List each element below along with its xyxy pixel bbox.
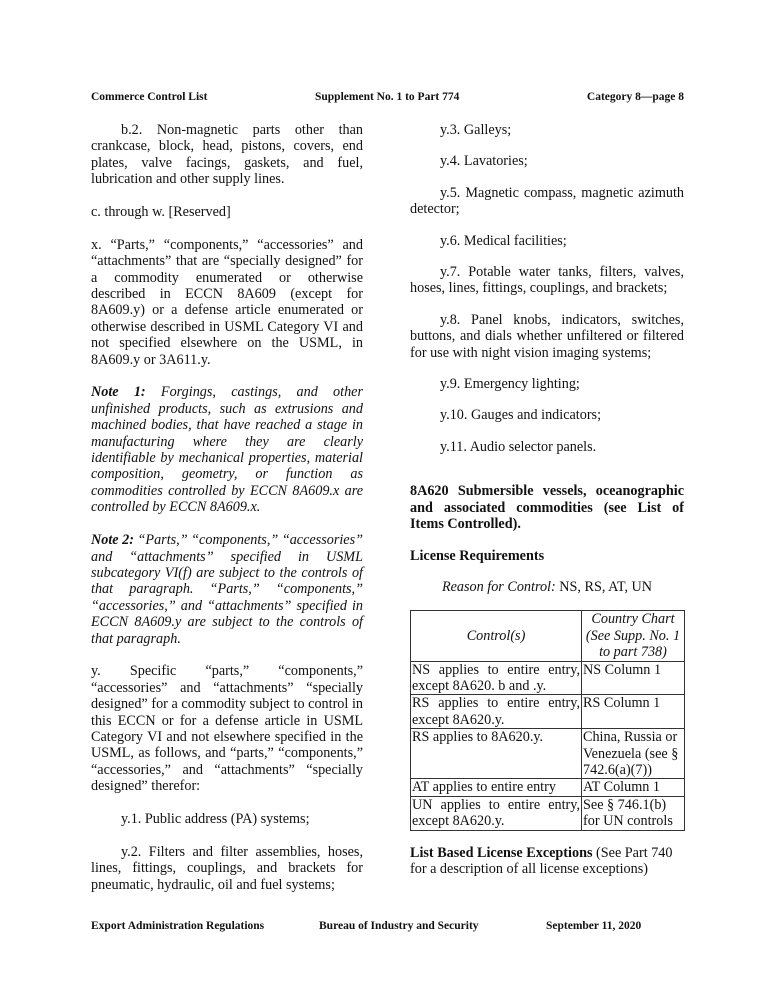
table-cell-control: UN applies to entire entry, except 8A620.y.	[412, 796, 580, 830]
note-1-text: Forgings, castings, and other unfinished products, such as extrusions and machined bodies, that have reached a stage in manufacturing where they are clearly identifiable by mechanical properties, material composition, geometry, or function as commodities controlled by ECCN 8A609.x are controlled by ECCN 8A609.x.	[91, 384, 363, 516]
reason-label: Reason for Control:	[441, 578, 556, 595]
table-row	[411, 796, 685, 830]
table-header-controls: Control(s)	[411, 611, 582, 661]
note-2-text: “Parts,” “components,” “accessories” and “attachments” specified in USML subcategory VI(f) are subject to the controls of that paragraph. “Parts,” “components,” “accessories,” and “attachments” specified in ECCN 8A609.y are subject to the controls of that paragraph.	[91, 532, 363, 647]
paragraph-y2: y.2. Filters and filter assemblies, hoses, lines, fittings, couplings, and brackets for pneumatic, hydraulic, oil and fuel systems;	[91, 843, 363, 893]
left-column	[91, 122, 363, 909]
note-2	[91, 532, 363, 647]
license-requirements-table	[410, 610, 685, 830]
paragraph-y10: y.10. Gauges and indicators;	[440, 407, 602, 424]
lble-text: (See Part 740 for a description of all license exceptions)	[410, 844, 673, 877]
note-2-label: Note 2:	[91, 532, 134, 549]
right-column	[410, 122, 684, 877]
paragraph-x: x. “Parts,” “components,” “accessories” and “attachments” that are “specially designed” for a commodity enumerated or otherwise described in ECCN 8A609 (except for 8A609.y) or a defense article enumerated or otherwise described in USML Category VI and not specified elsewhere on the USML, in 8A609.y or 3A611.y.	[91, 236, 363, 368]
note-1	[91, 384, 363, 515]
footer-right: September 11, 2020	[546, 920, 642, 932]
paragraph-y6: y.6. Medical facilities;	[440, 232, 567, 249]
table-row	[411, 661, 685, 695]
table-row	[411, 729, 685, 779]
paragraph-y11: y.11. Audio selector panels.	[440, 438, 597, 455]
table-header-country-chart: Country Chart (See Supp. No. 1 to part 738)	[582, 611, 685, 661]
table-row	[411, 695, 685, 729]
table-cell-country-chart: RS Column 1	[582, 695, 685, 729]
paragraph-y4: y.4. Lavatories;	[440, 153, 528, 170]
header-right: Category 8—page 8	[586, 91, 684, 103]
lble-label: List Based License Exceptions	[410, 844, 593, 861]
reason-for-control	[410, 579, 684, 595]
paragraph-b2: b.2. Non-magnetic parts other than crankcase, block, head, pistons, covers, end plates, valve facings, gaskets, and fuel, lubrication and other supply lines.	[91, 122, 363, 188]
header-left: Commerce Control List	[91, 91, 208, 103]
table-cell-control: RS applies to entire entry, except 8A620.y.	[412, 695, 580, 728]
table-cell-country-chart: China, Russia or Venezuela (see § 742.6(a)(7))	[582, 729, 685, 779]
table-cell-control: NS applies to entire entry, except 8A620. b and .y.	[412, 661, 580, 694]
page-footer	[91, 919, 684, 935]
footer-left: Export Administration Regulations	[91, 920, 265, 932]
reason-value: NS, RS, AT, UN	[555, 578, 653, 595]
table-cell-country-chart: AT Column 1	[582, 779, 685, 796]
header-center: Supplement No. 1 to Part 774	[315, 91, 460, 103]
footer-center: Bureau of Industry and Security	[319, 920, 479, 932]
paragraph-y5: y.5. Magnetic compass, magnetic azimuth detector;	[410, 184, 684, 218]
paragraph-y1: y.1. Public address (PA) systems;	[121, 810, 310, 827]
paragraph-y7: y.7. Potable water tanks, filters, valves, hoses, lines, fittings, couplings, and brackets;	[410, 264, 684, 297]
table-row	[411, 779, 685, 796]
note-1-label: Note 1:	[91, 384, 146, 401]
table-cell-control: AT applies to entire entry	[411, 779, 582, 796]
eccn-heading: 8A620 Submersible vessels, oceanographic and associated commodities (see List of Items Controlled).	[410, 483, 684, 533]
paragraph-y8: y.8. Panel knobs, indicators, switches, buttons, and dials whether unfiltered or filtered for use with night vision imaging systems;	[410, 311, 684, 361]
table-cell-control: RS applies to 8A620.y.	[411, 729, 582, 779]
paragraph-y9: y.9. Emergency lighting;	[440, 376, 580, 393]
table-cell-country-chart: See § 746.1(b) for UN controls	[582, 796, 685, 830]
paragraph-y3: y.3. Galleys;	[440, 122, 512, 138]
paragraph-c-through-w: c. through w. [Reserved]	[91, 204, 231, 221]
table-cell-country-chart: NS Column 1	[582, 661, 685, 695]
table-header-row	[411, 611, 685, 661]
page-header	[91, 90, 684, 106]
license-requirements-heading: License Requirements	[410, 547, 545, 564]
paragraph-y: y. Specific “parts,” “components,” “accessories” and “attachments” “specially designed” for a commodity subject to control in this ECCN or for a defense article in USML Category VI and not elsewhere specified in the USML, as follows, and “parts,” “components,” “accessories,” and “attachments” “specially designed” therefor:	[91, 663, 363, 795]
list-based-license-exceptions	[410, 845, 684, 878]
